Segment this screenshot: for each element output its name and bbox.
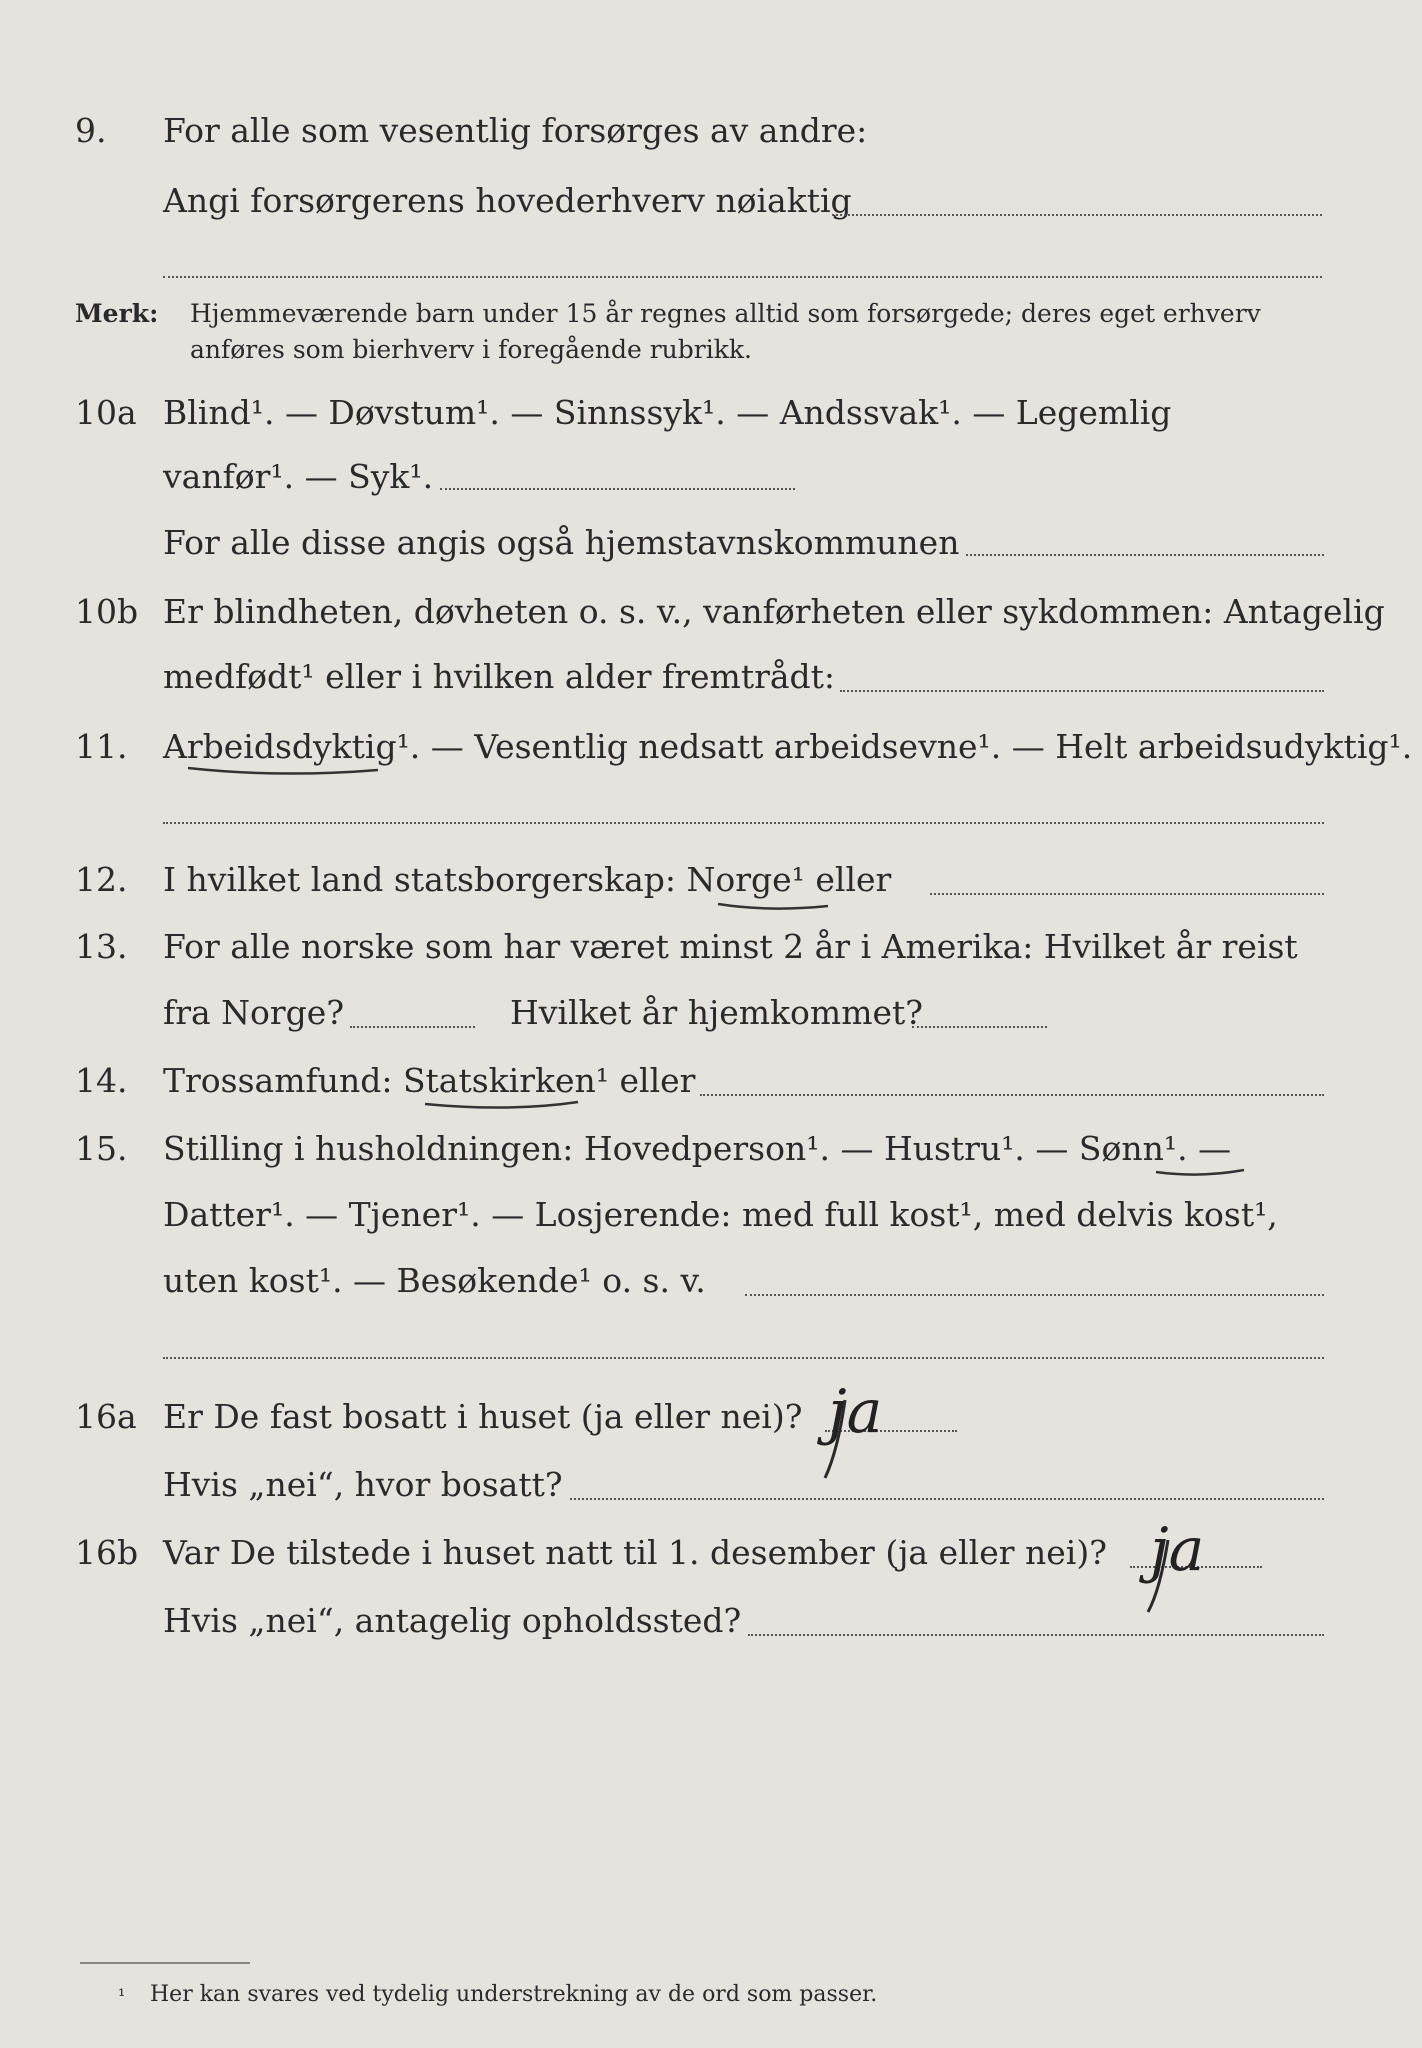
merk-line1: Hjemmeværende barn under 15 år regnes alltid som forsørgede; deres eget erhverv — [190, 299, 1261, 328]
merk-label: Merk: — [75, 299, 159, 328]
q10b-line1: Er blindheten, døvheten o. s. v., vanførheten eller sykdommen: Antagelig — [163, 592, 1385, 631]
footnote-text: Her kan svares ved tydelig understrekning av de ord som passer. — [150, 1982, 878, 2007]
q16b-line1: Var De tilstede i huset natt til 1. desember (ja eller nei)? — [163, 1533, 1107, 1572]
merk-line2: anføres som bierhverv i foregående rubrikk. — [190, 335, 752, 364]
q16a-line1: Er De fast bosatt i huset (ja eller nei)? — [163, 1397, 803, 1436]
q9-line2: Angi forsørgerens hovederhverv nøiaktig — [163, 181, 852, 220]
q10b-number: 10b — [75, 592, 139, 631]
q13-number: 13. — [75, 927, 128, 966]
q13-line2b: Hvilket år hjemkommet? — [510, 993, 923, 1032]
underline-norge — [718, 904, 828, 909]
underline-sonn — [1156, 1170, 1244, 1175]
q16b-handwritten-answer: ja — [1150, 1515, 1205, 1585]
q16a-line2: Hvis „nei“, hvor bosatt? — [163, 1465, 563, 1504]
q10b-line2: medfødt¹ eller i hvilken alder fremtrådt: — [163, 657, 836, 696]
q10a-line1: Blind¹. — Døvstum¹. — Sinnssyk¹. — Andssvak¹. — Legemlig — [163, 393, 1172, 432]
q13-line1: For alle norske som har været minst 2 år i Amerika: Hvilket år reist — [163, 927, 1298, 966]
q15-number: 15. — [75, 1129, 128, 1168]
underline-statskirken — [425, 1102, 578, 1108]
q16b-number: 16b — [75, 1533, 139, 1572]
q14-line1: Trossamfund: Statskirken¹ eller — [163, 1061, 696, 1100]
q15-line2: Datter¹. — Tjener¹. — Losjerende: med full kost¹, med delvis kost¹, — [163, 1195, 1278, 1234]
q10a-number: 10a — [75, 393, 137, 432]
q15-line3: uten kost¹. — Besøkende¹ o. s. v. — [163, 1261, 706, 1300]
q16a-handwritten-answer: ja — [828, 1377, 883, 1447]
q15-line1: Stilling i husholdningen: Hovedperson¹. — Hustru¹. — Sønn¹. — — [163, 1129, 1232, 1168]
q16b-line2: Hvis „nei“, antagelig opholdssted? — [163, 1601, 742, 1640]
ja-stroke-16b — [1148, 1540, 1168, 1612]
underline-arbeidsdyktig — [188, 768, 378, 774]
q11-line1: Arbeidsdyktig¹. — Vesentlig nedsatt arbeidsevne¹. — Helt arbeidsudyktig¹. — [163, 727, 1413, 766]
q12-line1: I hvilket land statsborgerskap: Norge¹ eller — [163, 860, 892, 899]
q11-number: 11. — [75, 727, 128, 766]
q16a-number: 16a — [75, 1397, 137, 1436]
q9-number: 9. — [75, 111, 107, 150]
q10a-line3: For alle disse angis også hjemstavnskommunen — [163, 523, 960, 562]
q9-line1: For alle som vesentlig forsørges av andre: — [163, 111, 868, 150]
footnote-mark: ¹ — [118, 1986, 126, 2007]
q10a-line2: vanfør¹. — Syk¹. — [163, 457, 434, 496]
ja-stroke-16a — [825, 1400, 845, 1478]
q14-number: 14. — [75, 1061, 128, 1100]
q13-line2a: fra Norge? — [163, 993, 345, 1032]
q12-number: 12. — [75, 860, 128, 899]
